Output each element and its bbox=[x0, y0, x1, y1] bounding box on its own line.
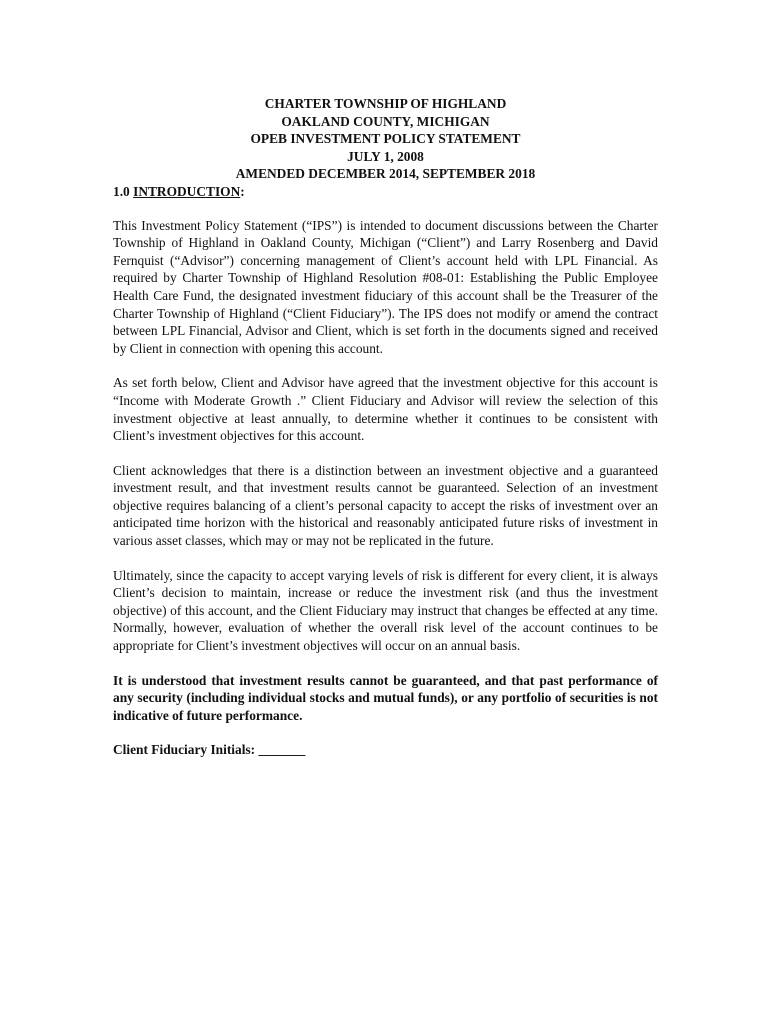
client-fiduciary-initials: Client Fiduciary Initials: _______ bbox=[113, 742, 306, 758]
paragraph-disclaimer: It is understood that investment results cannot be guaranteed, and that past performance of any security (including individual stocks and mutual funds), or any portfolio of securities is not indicative of future performance. bbox=[113, 672, 658, 723]
paragraph-investment-objective: As set forth below, Client and Advisor have agreed that the investment objective for this account is “Income with Moderate Growth .” Client Fiduciary and Advisor will review the selection of this investment objective at least annually, to determine whether it continues to be consistent with Client’s investment objectives for this account. bbox=[113, 375, 658, 444]
paragraph-risk-capacity: Ultimately, since the capacity to accept varying levels of risk is different for every client, it is always Client’s decision to maintain, increase or reduce the investment risk (and thus the investment objective) of this account, and the Client Fiduciary may instruct that changes be effected at any time. Normally, however, evaluation of whether the overall risk level of the account continues to be appropriate for Client’s investment objectives will occur on an annual basis. bbox=[113, 567, 658, 654]
section-number: 1.0 bbox=[113, 183, 130, 199]
header-title: OPEB INVESTMENT POLICY STATEMENT bbox=[250, 131, 521, 147]
document-page bbox=[113, 95, 658, 759]
section-heading bbox=[113, 183, 658, 201]
section-title: INTRODUCTION bbox=[133, 183, 241, 199]
header-township: CHARTER TOWNSHIP OF HIGHLAND bbox=[264, 96, 507, 111]
header-county: OAKLAND COUNTY, MICHIGAN bbox=[281, 113, 490, 129]
paragraph-ips-purpose: This Investment Policy Statement (“IPS”) is intended to document discussions between the Charter Township of Highland in Oakland County, Michigan (“Client”) and Larry Rosenberg and David Fernquist (“Advisor”) concerning management of Client’s account held with LPL Financial. As required by Charter Township of Highland Resolution #08-01: Establishing the Public Employee Health Care Fund, the designated investment fiduciary of this account shall be the Treasurer of the Charter Township of Highland (“Client Fiduciary”). The IPS does not modify or amend the contract between LPL Financial, Advisor and Client, which is set forth in the documents signed and received by Client in connection with opening this account. bbox=[113, 217, 658, 356]
paragraph-distinction: Client acknowledges that there is a distinction between an investment objective and a guaranteed investment result, and that investment results cannot be guaranteed. Selection of an investment objective requires balancing of a client’s personal capacity to accept the risks of investment over an anticipated time horizon with the historical and reasonably anticipated future risks of investment in various asset classes, which may or may not be replicated in the future. bbox=[113, 462, 658, 549]
header-date: JULY 1, 2008 bbox=[347, 148, 424, 164]
header-amended: AMENDED DECEMBER 2014, SEPTEMBER 2018 bbox=[235, 166, 536, 182]
document-header bbox=[103, 95, 668, 183]
section-colon: : bbox=[240, 183, 245, 199]
